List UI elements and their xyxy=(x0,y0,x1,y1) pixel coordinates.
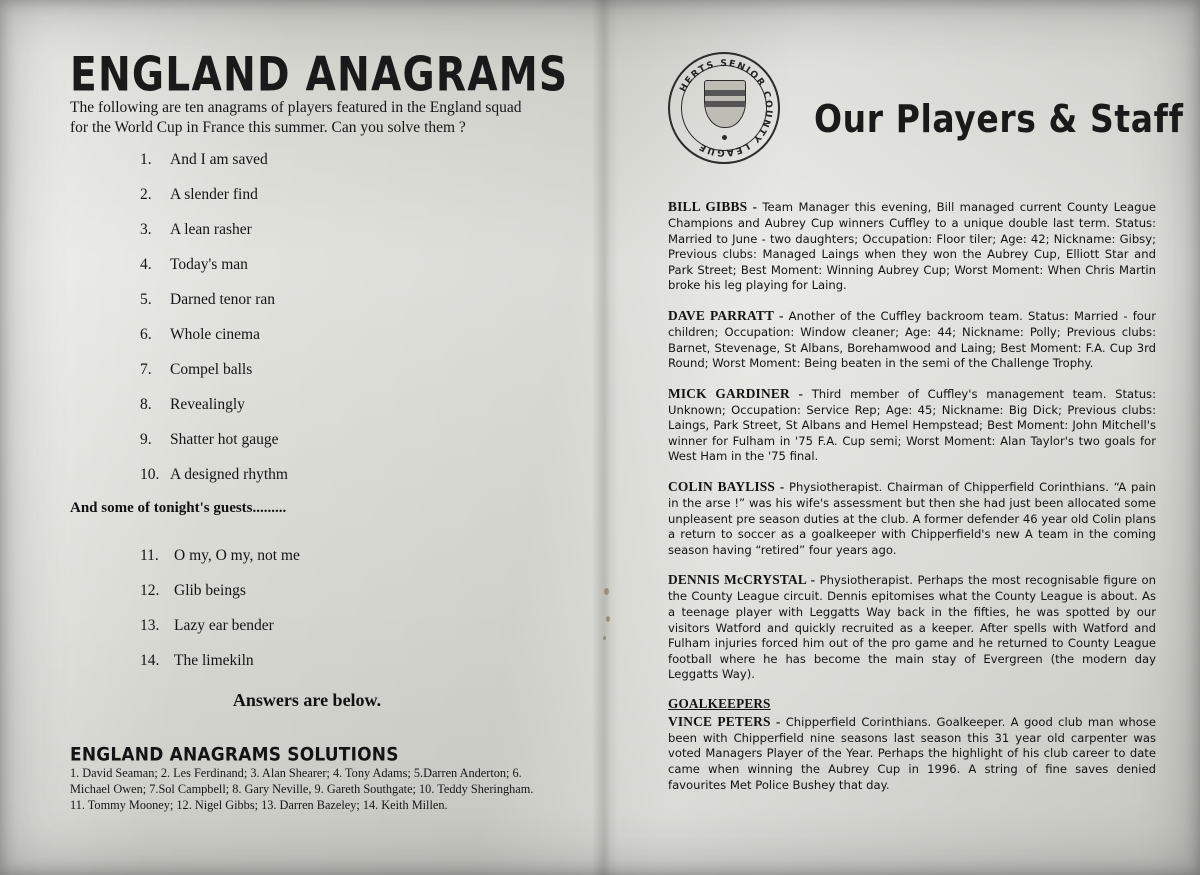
item-text: A lean rasher xyxy=(170,221,252,238)
page-title-our-players-and-staff: Our Players & Staff xyxy=(814,96,1184,142)
right-page xyxy=(618,0,1200,875)
item-number: 13. xyxy=(140,617,160,634)
list-item xyxy=(140,653,520,669)
item-text: A slender find xyxy=(170,186,258,203)
bio-name: MICK GARDINER - xyxy=(668,385,812,401)
bio-entry xyxy=(668,385,1156,465)
item-number: 8. xyxy=(140,396,152,413)
item-text: Revealingly xyxy=(170,396,245,413)
bios-column xyxy=(668,198,1156,806)
bio-text: Chipperfield Corinthians. Goalkeeper. A good club man whose been with Chipperfield nine seasons last season this 31 year old carpenter was voted Managers Player of the Year. Perhaps the highlight of his club career to date came when winning the Aubrey Cup in 1996. A string of fine saves denied favourites Met Police Bushey that day. xyxy=(668,714,1156,792)
left-page xyxy=(0,0,592,875)
item-number: 14. xyxy=(140,652,160,669)
list-item xyxy=(140,292,520,308)
item-text: O my, O my, not me xyxy=(174,547,300,564)
bio-text: Physiotherapist. Chairman of Chipperfield Corinthians. “A pain in the arse !” was his wife's assessment but then she had just been allocated some unpleasent pre season duties at the club. A former defender 46 year old Colin plans a return to soccer as a goalkeeper with Chipperfield's new A team in the coming season having “retired” four years ago. xyxy=(668,480,1156,557)
item-number: 7. xyxy=(140,361,152,378)
item-text: Today's man xyxy=(170,256,248,273)
item-number: 9. xyxy=(140,431,152,448)
solutions-body: 1. David Seaman; 2. Les Ferdinand; 3. Alan Shearer; 4. Tony Adams; 5.Darren Anderton; 6. Michael Owen; 7.Sol Campbell; 8. Gary Neville, 9. Gareth Southgate; 10. Teddy Sheringham. 11. Tommy Mooney; 12. Nigel Gibbs; 13. Darren Bazeley; 14. Keith Millen. xyxy=(70,766,534,812)
bio-name: COLIN BAYLISS - xyxy=(668,479,790,495)
herts-senior-county-league-crest-icon xyxy=(668,52,780,164)
item-text: Whole cinema xyxy=(170,326,260,343)
list-item xyxy=(140,257,520,273)
bio-entry xyxy=(668,198,1156,294)
crest-text-ring xyxy=(668,52,780,164)
list-item xyxy=(140,618,520,634)
list-item xyxy=(140,327,520,343)
item-number: 2. xyxy=(140,186,152,203)
item-text: A designed rhythm xyxy=(170,466,288,483)
item-number: 5. xyxy=(140,291,152,308)
item-text: Darned tenor ran xyxy=(170,291,276,308)
bio-text: Physiotherapist. Perhaps the most recognisable figure on the County League circuit. Dennis epitomises what the County League is about. As a teenage player with Leggatts Way back in the fifties, he was spotted by our visitors Watford and quickly recruited as a keeper. After spells with Watford and Fulham injuries forced him out of the pro game and he returned to County League football where he has become the main stay of Evergreen (the modern day Leggatts Way). xyxy=(668,573,1156,682)
item-number: 10. xyxy=(140,466,160,483)
bio-entry xyxy=(668,478,1156,558)
guests-heading: And some of tonight's guests......... xyxy=(70,500,287,516)
bio-text: Another of the Cuffley backroom team. Status: Married - four children; Occupation: Window cleaner; Age: 44; Nickname: Polly; Previous clubs: Barnet, Stevenage, St Albans, Borehamwood and Laing; Best Moment: F.A. Cup 3rd Round; Worst Moment: Being beaten in the semi of the Challenge Trophy. xyxy=(668,308,1156,371)
item-text: Lazy ear bender xyxy=(174,617,274,634)
list-item xyxy=(140,397,520,413)
bio-entry xyxy=(668,571,1156,683)
bio-name: DENNIS McCRYSTAL - xyxy=(668,572,820,588)
item-text: And I am saved xyxy=(170,151,268,168)
item-text: Compel balls xyxy=(170,361,253,378)
paper-blemish xyxy=(606,616,610,622)
bio-text: Team Manager this evening, Bill managed current County League Champions and Aubrey Cup winners Cuffley to a unique double last term. Status: Married to June - two daughters; Occupation: Floor tiler; Age: 42; Nickname: Gibsy; Previous clubs: Managed Laings when they won the Aubrey Cup, Elliott Star and Park Street; Best Moment: Winning Aubrey Cup; Worst Moment: When Chris Martin broke his leg playing for Laing. xyxy=(668,200,1156,293)
list-item xyxy=(140,362,520,378)
bio-name: DAVE PARRATT - xyxy=(668,307,789,323)
list-item xyxy=(140,432,520,448)
item-number: 11. xyxy=(140,547,159,564)
list-item xyxy=(140,152,520,168)
anagrams-intro-text: The following are ten anagrams of players featured in the England squad for the World Cup in France this summer. Can you solve them ? xyxy=(70,99,522,137)
item-text: The limekiln xyxy=(174,652,254,669)
section-heading-goalkeepers: GOALKEEPERS xyxy=(668,695,771,711)
bio-text: Third member of Cuffley's management team. Status: Unknown; Occupation: Service Rep; Age: 45; Nickname: Big Dick; Previous clubs: Laings, Park Street, St Albans and Hemel Hempstead; Best Moment: John Mitchell's winner for Fulham in '75 F.A. Cup semi; Worst Moment: Alan Taylor's two goals for West Ham in the '75 final. xyxy=(668,386,1156,464)
anagram-list xyxy=(140,152,520,502)
solutions-heading: ENGLAND ANAGRAMS SOLUTIONS xyxy=(70,744,399,766)
page-gutter xyxy=(592,0,618,875)
list-item xyxy=(140,548,520,564)
list-item xyxy=(140,187,520,203)
item-number: 3. xyxy=(140,221,152,238)
paper-blemish xyxy=(603,636,606,640)
page-title-england-anagrams: ENGLAND ANAGRAMS xyxy=(70,48,569,103)
item-number: 12. xyxy=(140,582,160,599)
item-text: Shatter hot gauge xyxy=(170,431,279,448)
item-number: 1. xyxy=(140,151,152,168)
answers-note: Answers are below. xyxy=(232,690,382,710)
bio-entry xyxy=(668,713,1156,793)
bio-name: BILL GIBBS - xyxy=(668,199,763,214)
svg-text:HERTS SENIOR COUNTY LEAGUE: HERTS SENIOR COUNTY LEAGUE xyxy=(677,57,775,159)
paper-blemish xyxy=(604,588,609,595)
list-item xyxy=(140,467,520,483)
list-item xyxy=(140,583,520,599)
item-text: Glib beings xyxy=(174,582,246,599)
list-item xyxy=(140,222,520,238)
bio-entry xyxy=(668,307,1156,372)
item-number: 4. xyxy=(140,256,152,273)
guest-anagram-list xyxy=(140,548,520,688)
bio-name: VINCE PETERS - xyxy=(668,713,786,729)
item-number: 6. xyxy=(140,326,152,343)
